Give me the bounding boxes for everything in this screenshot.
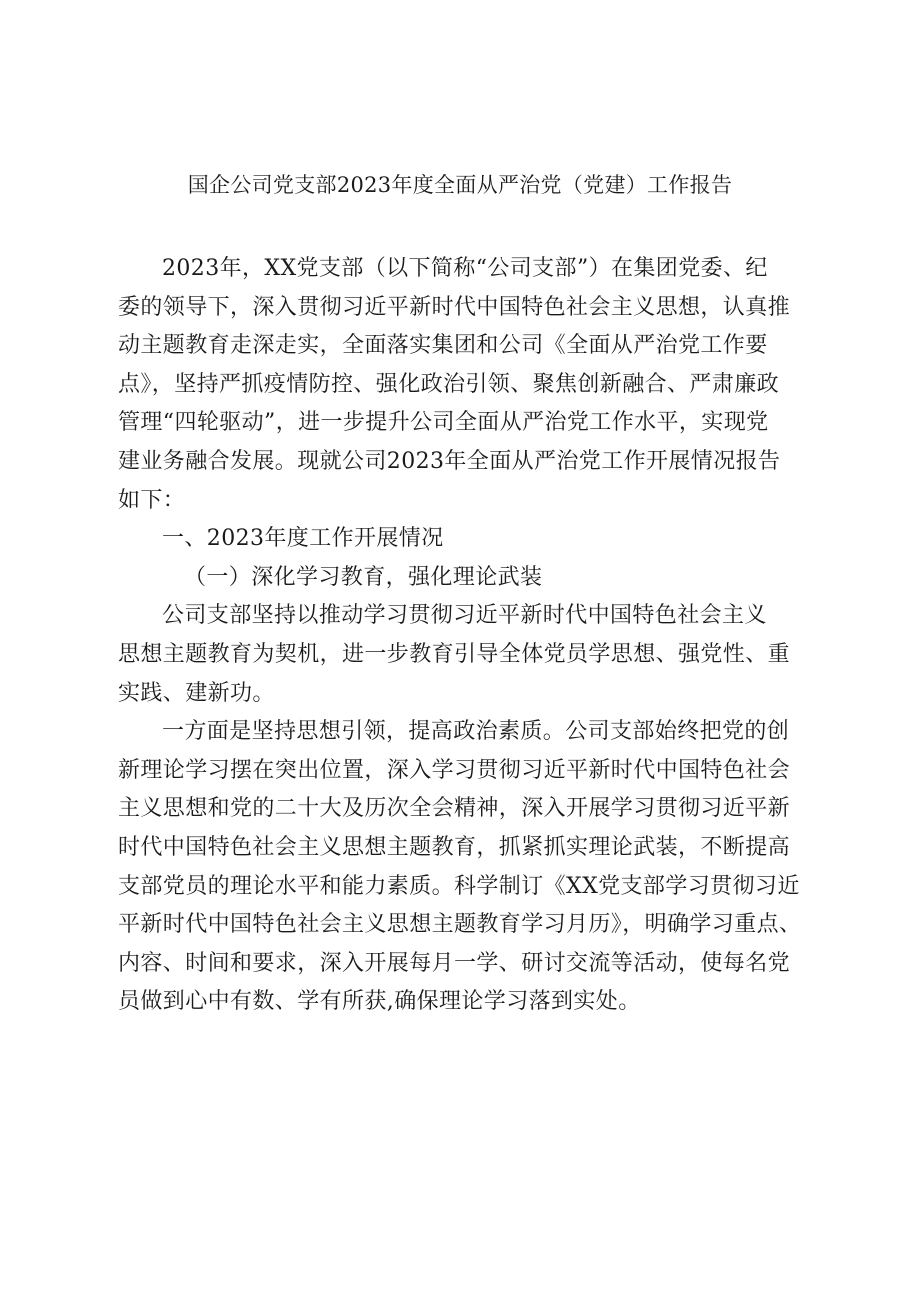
text-line: 思想主题教育为契机，进一步教育引导全体党员学思想、强党性、重 xyxy=(118,641,791,667)
document-title: 国企公司党支部2023年度全面从严治党（党建）工作报告 xyxy=(187,173,733,197)
text-line: 公司支部坚持以推动学习贯彻习近平新时代中国特色社会主义 xyxy=(162,603,767,629)
text-line: 点》，坚持严抓疫情防控、强化政治引领、聚焦创新融合、严肃廉政 xyxy=(118,371,780,397)
document-body xyxy=(118,250,818,1022)
text-line: 一方面是坚持思想引领，提高政治素质。公司支部始终把党的创 xyxy=(162,719,790,745)
text-line: 员做到心中有数、学有所获,确保理论学习落到实处。 xyxy=(118,989,641,1015)
text-line: （一）深化学习教育，强化理论武装 xyxy=(184,564,543,590)
text-line: 管理“四轮驱动”，进一步提升公司全面从严治党工作水平，实现党 xyxy=(118,410,769,436)
text-line: 实践、建新功。 xyxy=(118,680,275,706)
text-line: 主义思想和党的二十大及历次全会精神，深入开展学习贯彻习近平新 xyxy=(118,796,791,822)
text-line: 内容、时间和要求，深入开展每月一学、研讨交流等活动，使每名党 xyxy=(118,950,791,976)
text-line: 一、2023年度工作开展情况 xyxy=(162,526,444,552)
text-line: 新理论学习摆在突出位置，深入学习贯彻习近平新时代中国特色社会 xyxy=(118,757,791,783)
text-line: 支部党员的理论水平和能力素质。科学制订《XX党支部学习贯彻习近 xyxy=(118,873,800,899)
text-line: 时代中国特色社会主义思想主题教育，抓紧抓实理论武装，不断提高 xyxy=(118,834,791,860)
text-line: 平新时代中国特色社会主义思想主题教育学习月历》，明确学习重点、 xyxy=(118,912,802,938)
text-line: 如下： xyxy=(118,487,186,513)
text-line: 委的领导下，深入贯彻习近平新时代中国特色社会主义思想，认真推 xyxy=(118,294,791,320)
text-line: 动主题教育走深走实，全面落实集团和公司《全面从严治党工作要 xyxy=(118,333,768,359)
text-line: 建业务融合发展。现就公司2023年全面从严治党工作开展情况报告 xyxy=(118,448,781,474)
text-line: 2023年，XX党支部（以下简称“公司支部”）在集团党委、纪 xyxy=(162,256,768,281)
